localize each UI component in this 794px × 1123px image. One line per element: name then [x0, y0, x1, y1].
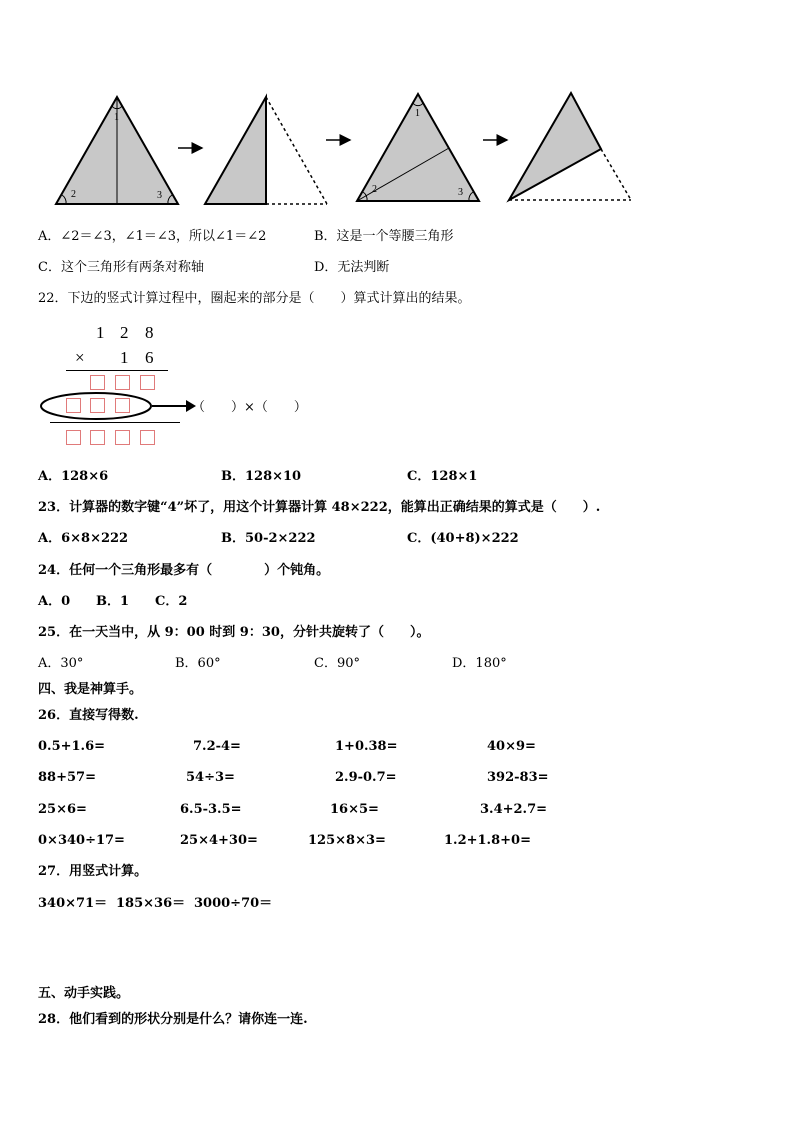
- triangle-4-folded-slanted: [509, 93, 631, 200]
- q24-stem: 24．任何一个三角形最多有（ ）个钝角。: [38, 563, 330, 578]
- q22-rule-2: [50, 422, 180, 423]
- q25-option-b[interactable]: B．60°: [175, 656, 221, 671]
- q26-r3-c1[interactable]: 25×6=: [38, 802, 87, 817]
- q26-r1-c4[interactable]: 40×9=: [487, 739, 536, 754]
- q22-box-r3-4[interactable]: [140, 430, 155, 445]
- q26-r1-c3[interactable]: 1+0.38=: [335, 739, 398, 754]
- q23-option-b[interactable]: B．50-2×222: [221, 531, 316, 546]
- q27-item-1[interactable]: 340×71＝: [38, 896, 108, 911]
- q26-r3-c3[interactable]: 16×5=: [330, 802, 379, 817]
- q23-option-a[interactable]: A．6×8×222: [38, 531, 129, 546]
- q21-option-a[interactable]: A．∠2＝∠3，∠1＝∠3，所以∠1＝∠2: [38, 229, 267, 244]
- q22-top-digit-2: 2: [120, 323, 129, 342]
- section-5-heading: 五、动手实践。: [38, 986, 130, 1001]
- q22-box-r1-2[interactable]: [115, 375, 130, 390]
- q24-option-a[interactable]: A．0: [38, 594, 71, 609]
- q22-option-b[interactable]: B．128×10: [221, 469, 302, 484]
- q22-box-r3-3[interactable]: [115, 430, 130, 445]
- q21-option-b[interactable]: B．这是一个等腰三角形: [314, 229, 454, 244]
- q24-option-c[interactable]: C．2: [155, 594, 188, 609]
- q27-item-2[interactable]: 185×36＝: [116, 896, 186, 911]
- q25-option-a[interactable]: A．30°: [38, 656, 84, 671]
- q22-rule-1: [66, 370, 168, 371]
- q21-option-c[interactable]: C．这个三角形有两条对称轴: [38, 260, 204, 275]
- angle-label-3a: 3: [157, 190, 162, 201]
- q26-r1-c2[interactable]: 7.2-4=: [193, 739, 241, 754]
- q26-r1-c1[interactable]: 0.5+1.6=: [38, 739, 106, 754]
- triangle-fold-figure: [0, 0, 794, 215]
- q22-bottom-digit-2: 6: [145, 348, 154, 367]
- angle-label-1b: 1: [415, 108, 420, 119]
- q23-option-c[interactable]: C．(40+8)×222: [407, 531, 519, 546]
- angle-label-1a: 1: [114, 112, 119, 123]
- angle-label-3b: 3: [458, 187, 463, 198]
- q22-box-r1-3[interactable]: [140, 375, 155, 390]
- q26-r4-c1[interactable]: 0×340÷17=: [38, 833, 125, 848]
- q22-stem: 22．下边的竖式计算过程中，圈起来的部分是（ ）算式计算出的结果。: [38, 291, 471, 306]
- q24-option-b[interactable]: B．1: [96, 594, 130, 609]
- q22-top-digit-3: 8: [145, 323, 154, 342]
- q22-box-r3-2[interactable]: [90, 430, 105, 445]
- q26-r2-c2[interactable]: 54÷3=: [186, 770, 235, 785]
- q26-r3-c4[interactable]: 3.4+2.7=: [480, 802, 548, 817]
- q22-box-r3-1[interactable]: [66, 430, 81, 445]
- q26-r3-c2[interactable]: 6.5-3.5=: [180, 802, 242, 817]
- q22-result-blank[interactable]: （ ）×（ ）: [192, 400, 307, 415]
- angle-label-2b: 2: [372, 184, 377, 195]
- q28-stem: 28．他们看到的形状分别是什么？请你连一连.: [38, 1012, 308, 1027]
- q22-option-c[interactable]: C．128×1: [407, 469, 478, 484]
- q22-times-sign: ×: [75, 348, 85, 367]
- triangle-2-half-folded: [205, 97, 327, 204]
- q22-option-a[interactable]: A．128×6: [38, 469, 109, 484]
- q26-r4-c4[interactable]: 1.2+1.8+0=: [444, 833, 531, 848]
- q25-option-c[interactable]: C．90°: [314, 656, 360, 671]
- q26-r2-c3[interactable]: 2.9-0.7=: [335, 770, 397, 785]
- q22-bottom-digit-1: 1: [120, 348, 129, 367]
- q26-r2-c1[interactable]: 88+57=: [38, 770, 96, 785]
- section-4-heading: 四、我是神算手。: [38, 682, 143, 697]
- q26-stem: 26．直接写得数.: [38, 708, 139, 723]
- q22-top-digit-1: 1: [96, 323, 105, 342]
- q22-box-r1-1[interactable]: [90, 375, 105, 390]
- q27-item-3[interactable]: 3000÷70＝: [194, 896, 273, 911]
- q25-stem: 25．在一天当中，从 9：00 时到 9：30，分针共旋转了（ ）。: [38, 625, 430, 640]
- q26-r2-c4[interactable]: 392-83=: [487, 770, 549, 785]
- q22-circled-partial-product: [40, 390, 200, 424]
- q21-option-d[interactable]: D．无法判断: [314, 260, 390, 275]
- q27-stem: 27．用竖式计算。: [38, 864, 148, 879]
- q26-r4-c2[interactable]: 25×4+30=: [180, 833, 258, 848]
- q25-option-d[interactable]: D．180°: [452, 656, 507, 671]
- q26-r4-c3[interactable]: 125×8×3=: [308, 833, 386, 848]
- angle-label-2a: 2: [71, 189, 76, 200]
- q23-stem: 23．计算器的数字键“4”坏了，用这个计算器计算 48×222，能算出正确结果的算式是（ ）.: [38, 500, 601, 515]
